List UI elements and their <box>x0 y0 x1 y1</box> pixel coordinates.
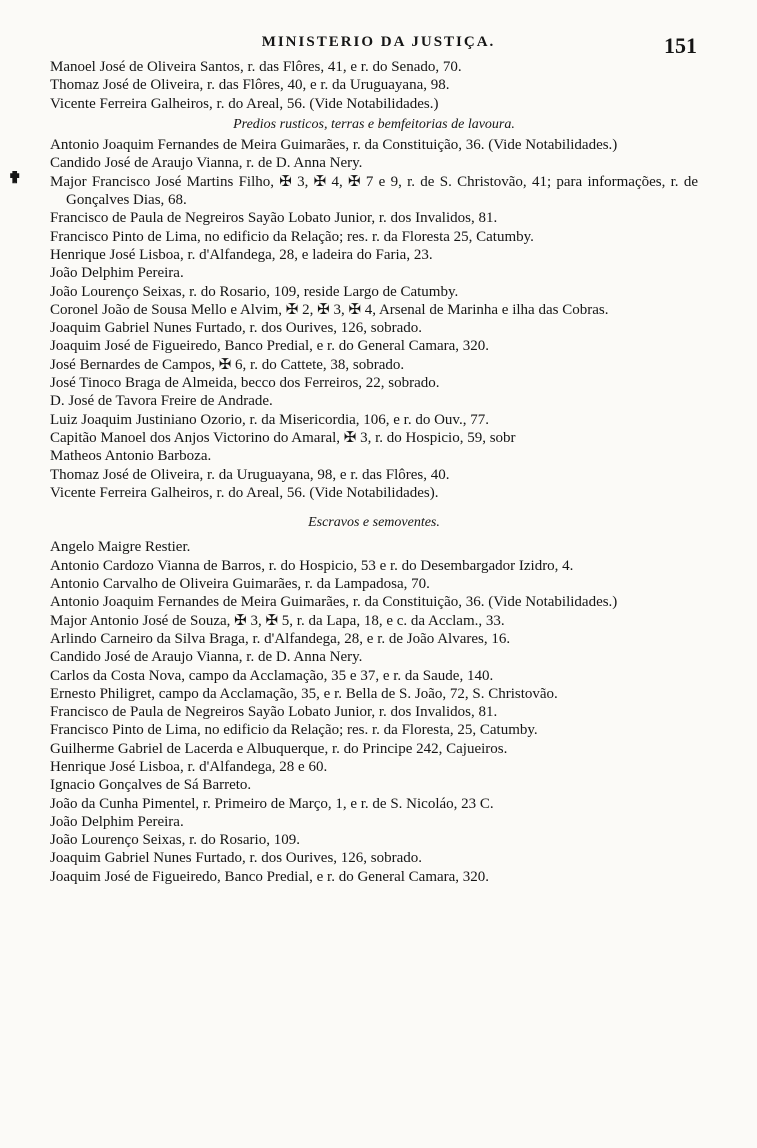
list-item: Capitão Manoel dos Anjos Victorino do Amaral, ✠ 3, r. do Hospicio, 59, sobr <box>50 429 516 446</box>
section-title-escravos: Escravos e semoventes. <box>308 515 440 531</box>
list-item: Joaquim Gabriel Nunes Furtado, r. dos Ourives, 126, sobrado. <box>50 320 423 337</box>
list-item: Francisco de Paula de Negreiros Sayão Lobato Junior, r. dos Invalidos, 81. <box>50 704 498 721</box>
list-item: D. José de Tavora Freire de Andrade. <box>50 393 273 410</box>
list-item: Antonio Joaquim Fernandes de Meira Guimarães, r. da Constituição, 36. (Vide Notabilidades.) <box>50 137 618 154</box>
list-item: José Bernardes de Campos, ✠ 6, r. do Cattete, 38, sobrado. <box>50 356 405 373</box>
list-item: Matheos Antonio Barboza. <box>50 448 212 465</box>
list-item: Coronel João de Sousa Mello e Alvim, ✠ 2, ✠ 3, ✠ 4, Arsenal de Marinha e ilha das Cobras. <box>50 301 609 318</box>
list-item: Luiz Joaquim Justiniano Ozorio, r. da Misericordia, 106, e r. do Ouv., 77. <box>50 411 489 428</box>
list-item: Henrique José Lisboa, r. d'Alfandega, 28 e 60. <box>50 758 328 775</box>
list-item: Arlindo Carneiro da Silva Braga, r. d'Alfandega, 28, e r. de João Alvares, 16. <box>50 630 511 647</box>
list-item: Joaquim José de Figueiredo, Banco Predial, e r. do General Camara, 320. <box>50 868 490 885</box>
section-predios-list <box>50 136 698 502</box>
list-item: Francisco Pinto de Lima, no edificio da Relação; res. r. da Floresta, 25, Catumby. <box>50 722 538 739</box>
list-item: Thomaz José de Oliveira, r. das Flôres, 40, e r. da Uruguayana, 98. <box>50 77 450 94</box>
list-item: José Tinoco Braga de Almeida, becco dos Ferreiros, 22, sobrado. <box>50 375 440 392</box>
list-item: Vicente Ferreira Galheiros, r. do Areal, 56. (Vide Notabilidades.) <box>50 95 439 112</box>
list-item: João Lourenço Seixas, r. do Rosario, 109. <box>50 832 300 849</box>
running-title: MINISTERIO DA JUSTIÇA. <box>261 34 496 50</box>
page-number: 151 <box>664 33 697 58</box>
top-entries <box>50 58 698 113</box>
list-item: Major Francisco José Martins Filho, ✠ 3, ✠ 4, ✠ 7 e 9, r. de S. Christovão, 41; para informações, r. de Gonçalves Dias, 68. <box>50 173 698 209</box>
list-item: Candido José de Araujo Vianna, r. de D. Anna Nery. <box>50 155 363 172</box>
list-item: Carlos da Costa Nova, campo da Acclamação, 35 e 37, e r. da Saude, 140. <box>50 667 494 684</box>
list-item: Major Antonio José de Souza, ✠ 3, ✠ 5, r. da Lapa, 18, e c. da Acclam., 33. <box>50 612 505 629</box>
list-item: Henrique José Lisboa, r. d'Alfandega, 28, e ladeira do Faria, 23. <box>50 246 433 263</box>
list-item: Guilherme Gabriel de Lacerda e Albuquerque, r. do Principe 242, Cajueiros. <box>50 740 508 757</box>
list-item: Candido José de Araujo Vianna, r. de D. Anna Nery. <box>50 649 363 666</box>
page-content <box>50 58 698 886</box>
list-item: Ernesto Philigret, campo da Acclamação, 35, e r. Bella de S. João, 72, S. Christovão. <box>50 685 558 702</box>
margin-mark: ✟ <box>8 170 22 187</box>
list-item: Joaquim José de Figueiredo, Banco Predial, e r. do General Camara, 320. <box>50 338 490 355</box>
list-item: João da Cunha Pimentel, r. Primeiro de Março, 1, e r. de S. Nicoláo, 23 C. <box>50 795 494 812</box>
list-item: Antonio Joaquim Fernandes de Meira Guimarães, r. da Constituição, 36. (Vide Notabilidades.) <box>50 594 618 611</box>
list-item: Antonio Cardozo Vianna de Barros, r. do Hospicio, 53 e r. do Desembargador Izidro, 4. <box>50 557 574 574</box>
section-title-predios: Predios rusticos, terras e bemfeitorias de lavoura. <box>233 116 515 132</box>
list-item: Angelo Maigre Restier. <box>50 539 191 556</box>
list-item: Joaquim Gabriel Nunes Furtado, r. dos Ourives, 126, sobrado. <box>50 850 423 867</box>
list-item: Francisco de Paula de Negreiros Sayão Lobato Junior, r. dos Invalidos, 81. <box>50 210 498 227</box>
list-item: João Delphim Pereira. <box>50 813 184 830</box>
list-item: Manoel José de Oliveira Santos, r. das Flôres, 41, e r. do Senado, 70. <box>50 59 462 75</box>
list-item: Vicente Ferreira Galheiros, r. do Areal, 56. (Vide Notabilidades). <box>50 484 439 501</box>
list-item: Thomaz José de Oliveira, r. da Uruguayana, 98, e r. das Flôres, 40. <box>50 466 450 483</box>
list-item: Ignacio Gonçalves de Sá Barreto. <box>50 777 252 794</box>
list-item: Antonio Carvalho de Oliveira Guimarães, r. da Lampadosa, 70. <box>50 576 430 593</box>
list-item: João Lourenço Seixas, r. do Rosario, 109, reside Largo de Catumby. <box>50 283 459 300</box>
section-escravos-list <box>50 538 698 886</box>
list-item: João Delphim Pereira. <box>50 265 184 282</box>
list-item: Francisco Pinto de Lima, no edificio da Relação; res. r. da Floresta 25, Catumby. <box>50 228 534 245</box>
